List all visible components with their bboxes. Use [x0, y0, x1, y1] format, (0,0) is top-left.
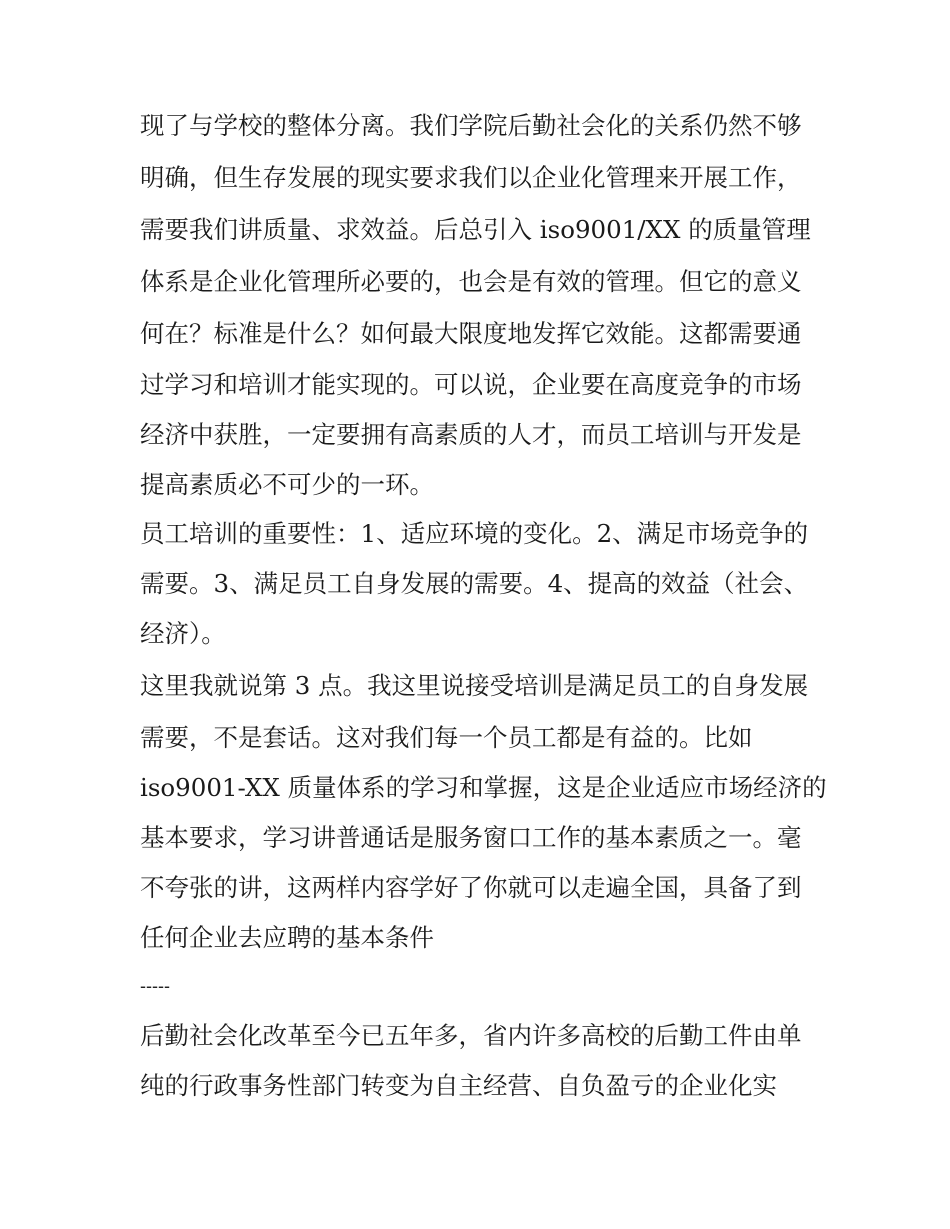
- text-line: 纯的行政事务性部门转变为自主经营、自负盈亏的企业化实: [140, 1071, 777, 1100]
- text-line: 这里我就说第 3 点。我这里说接受培训是满足员工的自身发展: [140, 671, 809, 700]
- text-line: iso9001-XX 质量体系的学习和掌握，这是企业适应市场经济的: [140, 773, 827, 802]
- text-line: 体系是企业化管理所必要的，也会是有效的管理。但它的意义: [140, 267, 802, 296]
- text-line: 员工培训的重要性：1、适应环境的变化。2、满足市场竞争的: [140, 519, 809, 548]
- text-line: 经济中获胜，一定要拥有高素质的人才，而员工培训与开发是: [140, 420, 802, 449]
- text-line: 需要。3、满足员工自身发展的需要。4、提高的效益（社会、: [140, 569, 809, 598]
- text-line: 提高素质必不可少的一环。: [140, 470, 434, 499]
- text-line: 过学习和培训才能实现的。可以说，企业要在高度竞争的市场: [140, 370, 802, 399]
- text-line: 基本要求，学习讲普通话是服务窗口工作的基本素质之一。毫: [140, 823, 802, 852]
- text-line: 经济）。: [140, 619, 226, 648]
- text-line: 何在？标准是什么？如何最大限度地发挥它效能。这都需要通: [140, 319, 802, 348]
- text-line: 不夸张的讲，这两样内容学好了你就可以走遍全国，具备了到: [140, 873, 802, 902]
- text-line: 需要我们讲质量、求效益。后总引入 iso9001/XX 的质量管理: [140, 215, 811, 244]
- text-line: 需要，不是套话。这对我们每一个员工都是有益的。比如: [140, 723, 753, 752]
- text-line: 现了与学校的整体分离。我们学院后勤社会化的关系仍然不够: [140, 111, 802, 140]
- text-line: 明确，但生存发展的现实要求我们以企业化管理来开展工作，: [140, 163, 802, 192]
- text-line: 任何企业去应聘的基本条件: [140, 923, 434, 952]
- text-line: 后勤社会化改革至今已五年多，省内许多高校的后勤工件由单: [140, 1021, 802, 1050]
- separator-line: -----: [140, 976, 170, 996]
